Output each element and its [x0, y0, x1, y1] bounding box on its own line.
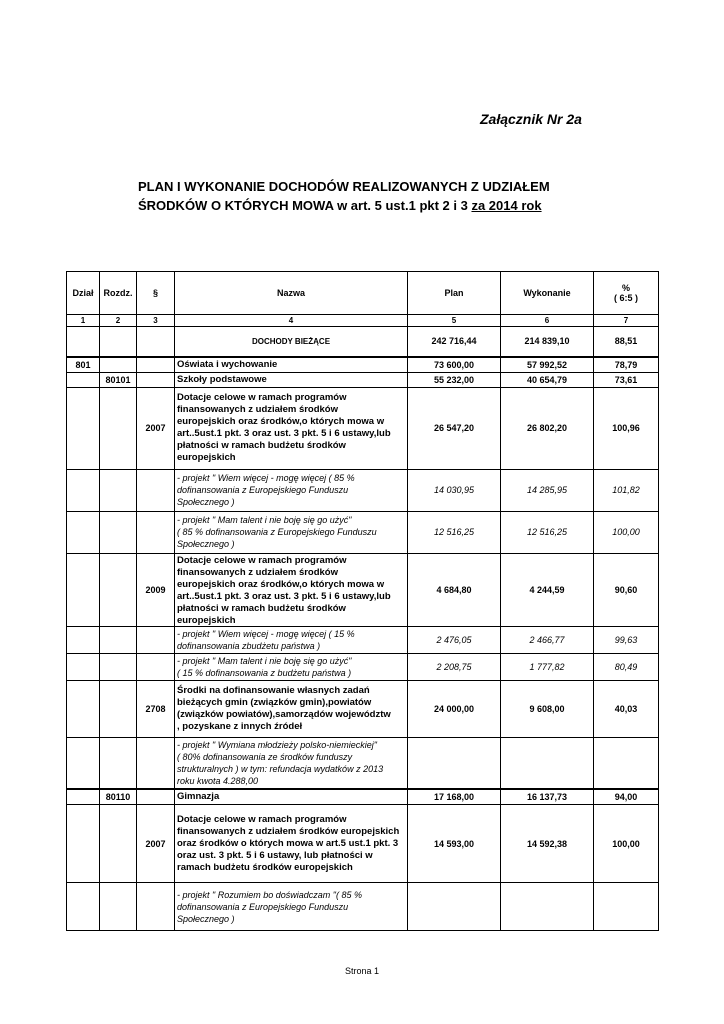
- cell-rozdz: [100, 737, 137, 789]
- cell-rozdz: [100, 469, 137, 511]
- cell-paragraph: [137, 469, 175, 511]
- cell-paragraph: [137, 653, 175, 680]
- index-cell: 2: [100, 315, 137, 327]
- cell-nazwa: - projekt " Mam talent i nie boję się go użyć" ( 85 % dofinansowania z Europejskiego Funduszu Społecznego ): [175, 511, 408, 553]
- page-footer: Strona 1: [344, 966, 380, 976]
- income-table: [66, 271, 659, 931]
- cell-paragraph: 2007: [137, 387, 175, 469]
- cell-wykonanie: 40 654,79: [501, 372, 594, 387]
- header-percent: % ( 6:5 ): [594, 272, 659, 315]
- cell-percent: 101,82: [594, 469, 659, 511]
- cell-nazwa: - projekt " Mam talent i nie boję się go użyć" ( 15 % dofinansowania z budżetu państwa ): [175, 653, 408, 680]
- table-row: [67, 553, 659, 626]
- table-row: [67, 511, 659, 553]
- table-row: [67, 805, 659, 883]
- cell-rozdz: [100, 511, 137, 553]
- document-title: [138, 177, 658, 215]
- cell-wykonanie: [501, 737, 594, 789]
- cell-nazwa: - projekt " Wiem więcej - mogę więcej ( 15 % dofinansowania zbudżetu państwa ): [175, 626, 408, 653]
- cell-percent: [594, 883, 659, 931]
- title-year: za 2014 rok: [471, 198, 542, 213]
- cell-wykonanie: 1 777,82: [501, 653, 594, 680]
- title-line-2: [138, 196, 658, 215]
- header-wykonanie: Wykonanie: [501, 272, 594, 315]
- cell-paragraph: [137, 883, 175, 931]
- cell-paragraph: 2007: [137, 805, 175, 883]
- cell-dzial: 801: [67, 357, 100, 373]
- table-row: [67, 626, 659, 653]
- cell-dzial: [67, 469, 100, 511]
- cell-rozdz: [100, 357, 137, 373]
- index-cell: 1: [67, 315, 100, 327]
- table-row: [67, 653, 659, 680]
- cell-rozdz: [100, 387, 137, 469]
- cell-rozdz: [100, 626, 137, 653]
- index-cell: 5: [408, 315, 501, 327]
- cell-nazwa-text: Dotacje celowe w ramach programów finansowanych z udziałem środków europejskich oraz środków,o których mowa w art..5ust.1 pkt. 3 oraz ust. 3 pkt. 5 i 6 ustawy,lub płatności w ramach budżetu środków europejskich: [177, 554, 391, 625]
- index-row: [67, 315, 659, 327]
- cell-nazwa: Dotacje celowe w ramach programów finansowanych z udziałem środków europejskich oraz środków o których mowa w art.5 ust.1 pkt. 3 oraz ust. 3 pkt. 5 i 6 ustawy, lub płatności w ramach budżetu środków europejskich: [175, 805, 408, 883]
- index-cell: 3: [137, 315, 175, 327]
- cell-percent: 99,63: [594, 626, 659, 653]
- header-dzial: Dział: [67, 272, 100, 315]
- title-line-1: PLAN I WYKONANIE DOCHODÓW REALIZOWANYCH Z UDZIAŁEM: [138, 179, 550, 194]
- cell-wykonanie: 12 516,25: [501, 511, 594, 553]
- cell-dzial: [67, 511, 100, 553]
- cell-plan: 14 593,00: [408, 805, 501, 883]
- cell-plan: 17 168,00: [408, 789, 501, 805]
- cell-percent: 40,03: [594, 680, 659, 737]
- cell-plan: 12 516,25: [408, 511, 501, 553]
- cell-rozdz: [100, 805, 137, 883]
- table-row: [67, 327, 659, 357]
- annex-label: Załącznik Nr 2a: [480, 111, 582, 127]
- cell-dzial: [67, 626, 100, 653]
- title-line-2-prefix: ŚRODKÓW O KTÓRYCH MOWA w art. 5 ust.1 pkt 2 i 3: [138, 198, 472, 213]
- cell-rozdz: 80101: [100, 372, 137, 387]
- table-row: [67, 789, 659, 805]
- cell-paragraph: 2708: [137, 680, 175, 737]
- cell-percent: 73,61: [594, 372, 659, 387]
- cell-plan: 242 716,44: [408, 327, 501, 357]
- table-row: [67, 883, 659, 931]
- cell-paragraph: [137, 511, 175, 553]
- header-nazwa: Nazwa: [175, 272, 408, 315]
- index-cell: 7: [594, 315, 659, 327]
- cell-dzial: [67, 553, 100, 626]
- cell-percent: 100,96: [594, 387, 659, 469]
- cell-wykonanie: 26 802,20: [501, 387, 594, 469]
- cell-wykonanie: [501, 883, 594, 931]
- cell-percent: 80,49: [594, 653, 659, 680]
- cell-wykonanie: 214 839,10: [501, 327, 594, 357]
- cell-nazwa: Gimnazja: [175, 789, 408, 805]
- cell-dzial: [67, 883, 100, 931]
- cell-percent: 78,79: [594, 357, 659, 373]
- cell-dzial: [67, 680, 100, 737]
- cell-paragraph: [137, 737, 175, 789]
- cell-nazwa: Dotacje celowe w ramach programów finansowanych z udziałem środków europejskich oraz środków,o których mowa w art..5ust.1 pkt. 3 oraz ust. 3 pkt. 5 i 6 ustawy,lub płatności w ramach budżetu środków europejskich: [175, 387, 408, 469]
- cell-dzial: [67, 789, 100, 805]
- cell-plan: [408, 883, 501, 931]
- cell-percent: 94,00: [594, 789, 659, 805]
- cell-dzial: [67, 805, 100, 883]
- cell-nazwa: DOCHODY BIEŻĄCE: [175, 327, 408, 357]
- cell-dzial: [67, 653, 100, 680]
- cell-nazwa: - projekt " Wymiana młodzieży polsko-niemieckiej" ( 80% dofinansowania ze środków funduszy strukturalnych ) w tym: refundacja wydatków z 2013 roku kwota 4.288,00: [175, 737, 408, 789]
- cell-nazwa: Oświata i wychowanie: [175, 357, 408, 373]
- header-rozdz: Rozdz.: [100, 272, 137, 315]
- table-row: [67, 372, 659, 387]
- cell-percent: [594, 737, 659, 789]
- cell-paragraph: [137, 789, 175, 805]
- table-row: [67, 737, 659, 789]
- cell-percent: 100,00: [594, 805, 659, 883]
- cell-plan: 73 600,00: [408, 357, 501, 373]
- cell-paragraph: [137, 357, 175, 373]
- cell-nazwa: [175, 553, 408, 626]
- cell-wykonanie: 14 285,95: [501, 469, 594, 511]
- header-paragraph: §: [137, 272, 175, 315]
- cell-plan: 26 547,20: [408, 387, 501, 469]
- cell-plan: 2 476,05: [408, 626, 501, 653]
- header-plan: Plan: [408, 272, 501, 315]
- table-row: [67, 387, 659, 469]
- cell-plan: [408, 737, 501, 789]
- cell-rozdz: [100, 883, 137, 931]
- cell-paragraph: [137, 626, 175, 653]
- table-row: [67, 680, 659, 737]
- cell-nazwa: Środki na dofinansowanie własnych zadań bieżących gmin (związków gmin),powiatów (związków powiatów),samorządów województw , pozyskane z innych źródeł: [175, 680, 408, 737]
- cell-rozdz: [100, 680, 137, 737]
- cell-nazwa: Szkoły podstawowe: [175, 372, 408, 387]
- cell-wykonanie: 9 608,00: [501, 680, 594, 737]
- cell-dzial: [67, 387, 100, 469]
- cell-rozdz: 80110: [100, 789, 137, 805]
- cell-rozdz: [100, 653, 137, 680]
- index-cell: 4: [175, 315, 408, 327]
- cell-nazwa: - projekt " Rozumiem bo doświadczam "( 85 % dofinansowania z Europejskiego Funduszu Społecznego ): [175, 883, 408, 931]
- cell-paragraph: [137, 327, 175, 357]
- cell-dzial: [67, 327, 100, 357]
- cell-wykonanie: 14 592,38: [501, 805, 594, 883]
- table-row: [67, 357, 659, 373]
- cell-plan: 4 684,80: [408, 553, 501, 626]
- cell-plan: 24 000,00: [408, 680, 501, 737]
- cell-rozdz: [100, 553, 137, 626]
- cell-wykonanie: 2 466,77: [501, 626, 594, 653]
- cell-dzial: [67, 737, 100, 789]
- cell-plan: 55 232,00: [408, 372, 501, 387]
- cell-nazwa: - projekt " Wiem więcej - mogę więcej ( 85 % dofinansowania z Europejskiego Funduszu Społecznego ): [175, 469, 408, 511]
- index-cell: 6: [501, 315, 594, 327]
- cell-plan: 2 208,75: [408, 653, 501, 680]
- cell-rozdz: [100, 327, 137, 357]
- cell-percent: 90,60: [594, 553, 659, 626]
- table-row: [67, 469, 659, 511]
- cell-paragraph: [137, 372, 175, 387]
- cell-wykonanie: 57 992,52: [501, 357, 594, 373]
- cell-paragraph: 2009: [137, 553, 175, 626]
- header-row: [67, 272, 659, 315]
- cell-percent: 88,51: [594, 327, 659, 357]
- cell-plan: 14 030,95: [408, 469, 501, 511]
- cell-percent: 100,00: [594, 511, 659, 553]
- cell-wykonanie: 4 244,59: [501, 553, 594, 626]
- cell-dzial: [67, 372, 100, 387]
- cell-wykonanie: 16 137,73: [501, 789, 594, 805]
